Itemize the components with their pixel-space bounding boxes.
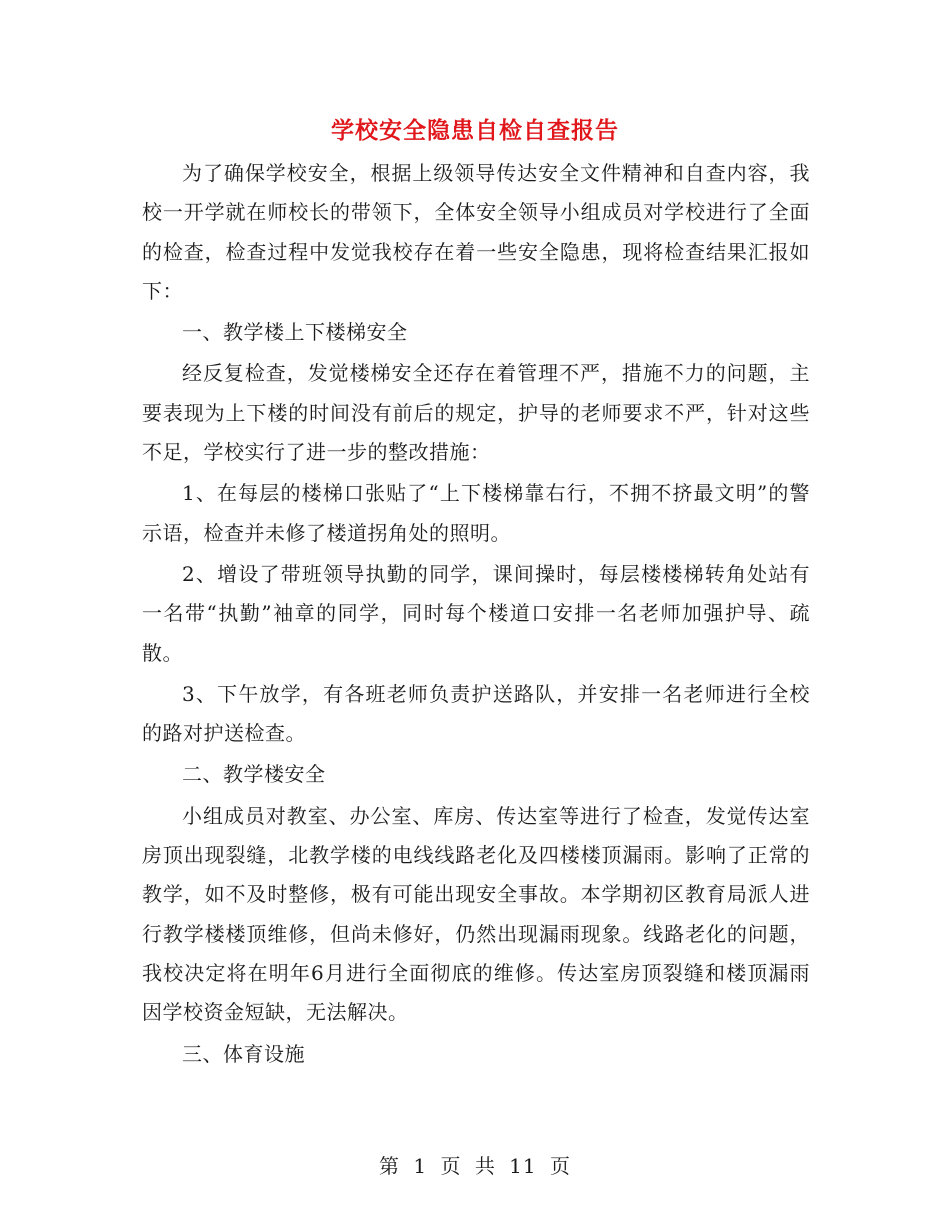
section-heading-sports: 三、体育设施 xyxy=(182,1041,305,1066)
building-paragraph: 小组成员对教室、办公室、库房、传达室等进行了检查，发觉传达室房顶出现裂缝，北教学楼的电线线路老化及四楼楼顶漏雨。影响了正常的教学，如不及时整修，极有可能出现安全事故。本学期初区教育局派人进行教学楼楼顶维修，但尚未修好，仍然出现漏雨现象。线路老化的问题，我校决定将在明年6月进行全面彻底的维修。传达室房顶裂缝和楼顶漏雨因学校资金短缺，无法解决。 xyxy=(142,803,810,1025)
document-title: 学校安全隐患自检自查报告 xyxy=(331,117,619,144)
footer-total-pages: 11 xyxy=(509,1154,537,1178)
section-heading-stairs: 一、教学楼上下楼梯安全 xyxy=(182,320,408,345)
footer-prefix: 第 xyxy=(379,1154,400,1178)
measure-item-1: 1、在每层的楼梯口张贴了“上下楼梯靠右行，不拥不挤最文明”的警示语，检查并未修了楼道拐角处的照明。 xyxy=(142,481,810,545)
measure-item-2: 2、增设了带班领导执勤的同学，课间操时，每层楼楼梯转角处站有一名带“执勤”袖章的同学，同时每个楼道口安排一名老师加强护导、疏散。 xyxy=(142,561,810,665)
document-body xyxy=(142,154,810,1074)
measure-item-3: 3、下午放学，有各班老师负责护送路队，并安排一名老师进行全校的路对护送检查。 xyxy=(142,681,810,746)
stairs-paragraph: 经反复检查，发觉楼梯安全还存在着管理不严，措施不力的问题，主要表现为上下楼的时间没有前后的规定，护导的老师要求不严，针对这些不足，学校实行了进一步的整改措施： xyxy=(142,361,810,465)
page-footer xyxy=(0,1150,950,1179)
footer-page-unit: 页 xyxy=(440,1154,462,1178)
footer-total-prefix: 共 xyxy=(474,1154,496,1178)
section-heading-building: 二、教学楼安全 xyxy=(182,762,326,787)
footer-total-unit: 页 xyxy=(549,1154,571,1178)
footer-page-number: 1 xyxy=(413,1154,428,1178)
intro-paragraph: 为了确保学校安全，根据上级领导传达安全文件精神和自查内容，我校一开学就在师校长的带领下，全体安全领导小组成员对学校进行了全面的检查，检查过程中发觉我校存在着一些安全隐患，现将检查结果汇报如下： xyxy=(142,161,810,303)
